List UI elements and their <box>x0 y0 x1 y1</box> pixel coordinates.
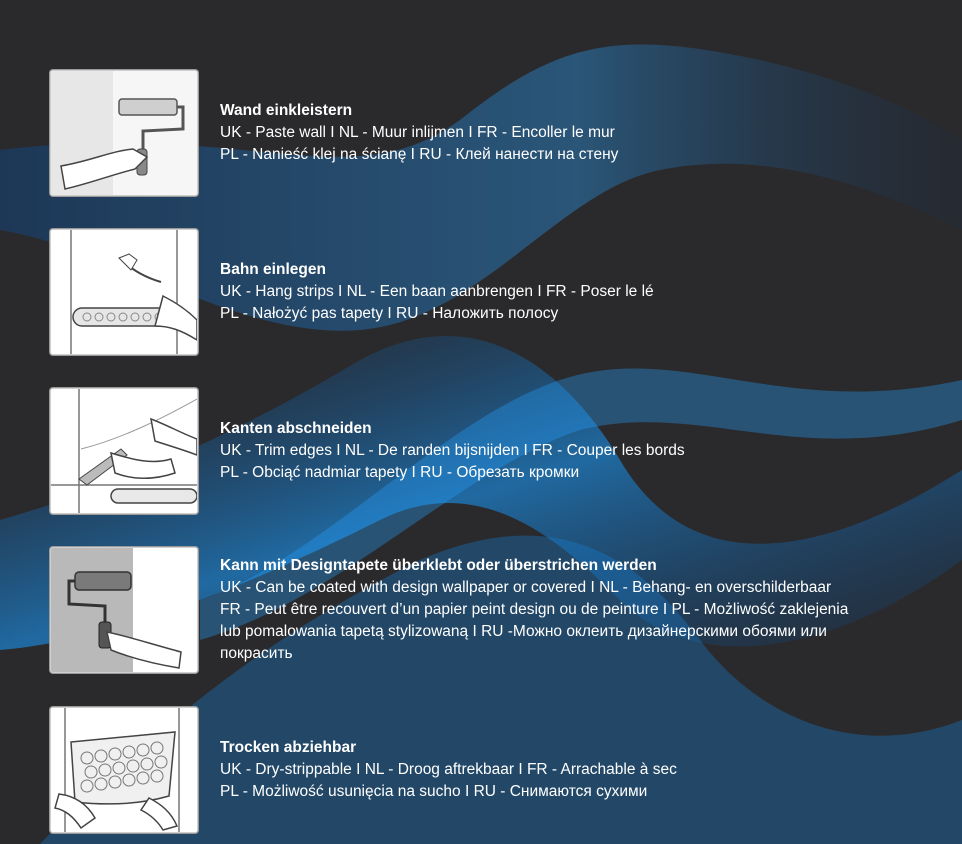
step-title: Kanten abschneiden <box>220 420 372 437</box>
step-line: UK - Hang strips I NL - Een baan aanbrengen I FR - Poser le lé <box>220 283 654 300</box>
step-line: UK - Can be coated with design wallpaper or covered I NL - Behang- en overschilderbaar <box>220 579 832 596</box>
step-title: Kann mit Designtapete überklebt oder überstrichen werden <box>220 557 657 574</box>
step-line: lub pomalowania tapetą stylizowaną I RU -Можно оклеить дизайнерскими обоями или <box>220 623 827 640</box>
step-title: Wand einkleistern <box>220 102 353 119</box>
step-line: UK - Dry-strippable I NL - Droog aftrekbaar I FR - Arrachable à sec <box>220 761 677 778</box>
instruction-step <box>50 70 930 196</box>
trim-knife-icon <box>50 388 198 514</box>
instruction-step <box>50 229 930 355</box>
instruction-step <box>50 707 930 833</box>
step-line: PL - Możliwość usunięcia na sucho I RU - Снимаются сухими <box>220 783 648 800</box>
step-title: Bahn einlegen <box>220 261 326 278</box>
step-line: PL - Nałożyć pas tapety I RU - Наложить полосу <box>220 305 559 322</box>
step-line: покрасить <box>220 645 293 662</box>
instruction-step <box>50 547 930 673</box>
dry-strip-peel-icon <box>50 707 198 833</box>
step-line: UK - Trim edges I NL - De randen bijsnijden I FR - Couper les bords <box>220 442 685 459</box>
step-title: Trocken abziehbar <box>220 739 357 756</box>
instruction-step <box>50 388 930 514</box>
step-line: PL - Nanieść klej na ścianę I RU - Клей нанести на стену <box>220 146 619 163</box>
paste-roller-icon <box>50 70 198 196</box>
step-line: FR - Peut être recouvert d’un papier peint design ou de peinture I PL - Możliwość zaklejenia <box>220 601 849 618</box>
step-line: PL - Obciąć nadmiar tapety I RU - Обрезать кромки <box>220 464 580 481</box>
paint-over-roller-icon <box>50 547 198 673</box>
hang-strip-icon <box>50 229 198 355</box>
step-line: UK - Paste wall I NL - Muur inlijmen I FR - Encoller le mur <box>220 124 615 141</box>
